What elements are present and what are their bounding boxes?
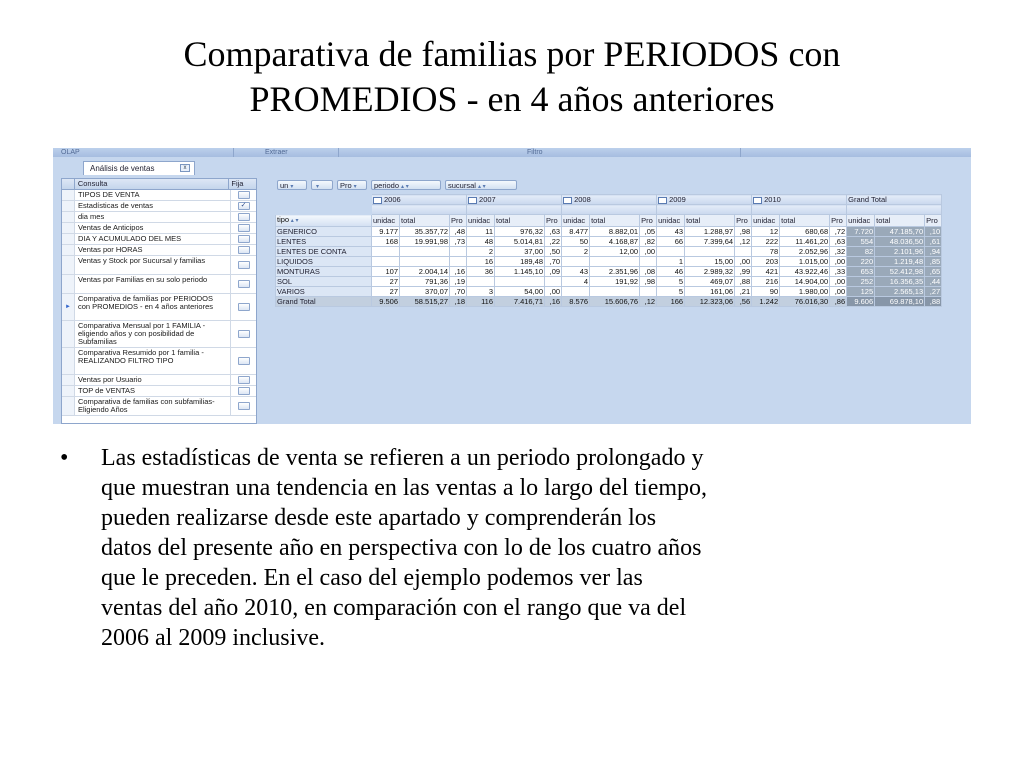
table-cell <box>685 247 735 257</box>
table-cell: ,16 <box>545 297 562 307</box>
table-cell: 4.168,87 <box>590 237 640 247</box>
table-cell: 791,36 <box>400 277 450 287</box>
measure-header[interactable]: total <box>400 215 450 227</box>
header-consulta[interactable]: Consulta <box>75 179 230 189</box>
table-cell: 19.991,98 <box>400 237 450 247</box>
menu-filtro[interactable]: Filtro <box>527 149 543 156</box>
year-header-row <box>276 195 942 205</box>
table-row <box>276 297 942 307</box>
table-cell: ,00 <box>735 257 752 267</box>
menu-bar <box>53 148 971 157</box>
query-list-item[interactable] <box>62 190 256 201</box>
table-cell: ,50 <box>545 247 562 257</box>
table-cell: ,00 <box>830 277 847 287</box>
table-cell: ,63 <box>545 227 562 237</box>
table-cell: ,70 <box>450 287 467 297</box>
query-name: Ventas de Anticipos <box>75 223 231 233</box>
table-cell: 90 <box>752 287 780 297</box>
fija-checkbox[interactable] <box>238 402 250 410</box>
table-cell <box>372 257 400 267</box>
table-cell: ,85 <box>925 257 942 267</box>
collapse-icon[interactable] <box>753 197 762 204</box>
table-row <box>276 287 942 297</box>
table-cell: ,65 <box>925 267 942 277</box>
table-cell: 66 <box>657 237 685 247</box>
table-cell: 2.351,96 <box>590 267 640 277</box>
pivot-grid <box>275 178 965 424</box>
filter-chip[interactable]: ▾ <box>311 180 333 190</box>
row-marker <box>62 321 75 347</box>
table-cell: 15,00 <box>685 257 735 267</box>
table-cell: 48.036,50 <box>875 237 925 247</box>
query-name: Ventas y Stock por Sucursal y familias <box>75 256 231 274</box>
measure-header-row <box>276 215 942 227</box>
query-list-item[interactable] <box>62 234 256 245</box>
table-cell: 1.145,10 <box>495 267 545 277</box>
table-cell: 1.288,97 <box>685 227 735 237</box>
year-label: 2008 <box>574 195 591 204</box>
measure-header[interactable]: unidac <box>657 215 685 227</box>
table-cell <box>562 287 590 297</box>
table-cell <box>657 247 685 257</box>
fija-checkbox[interactable] <box>238 224 250 232</box>
measure-header[interactable]: total <box>780 215 830 227</box>
table-cell: 48 <box>467 237 495 247</box>
filter-chip[interactable]: Pro ▾ <box>337 180 367 190</box>
menu-extraer[interactable]: Extraer <box>265 149 288 156</box>
table-cell: 50 <box>562 237 590 247</box>
table-cell: 5 <box>657 287 685 297</box>
table-cell: ,99 <box>735 267 752 277</box>
table-cell: 5 <box>657 277 685 287</box>
measure-header[interactable]: Pro <box>450 215 467 227</box>
table-cell: ,82 <box>640 237 657 247</box>
query-name: TOP de VENTAS <box>75 386 231 396</box>
year-header[interactable] <box>372 195 467 205</box>
query-name: Ventas por HORAS <box>75 245 231 255</box>
query-list-item[interactable] <box>62 294 256 321</box>
query-name: Comparativa de familias con subfamilias- Eligiendo Años <box>75 397 231 415</box>
table-cell: 116 <box>467 297 495 307</box>
table-cell: 15.606,76 <box>590 297 640 307</box>
bullet-line: que muestran una tendencia en las ventas a lo largo del tiempo, <box>101 475 708 501</box>
year-header[interactable] <box>657 195 752 205</box>
table-cell: 69.878,10 <box>875 297 925 307</box>
table-cell: 653 <box>847 267 875 277</box>
table-cell <box>640 257 657 267</box>
bullet-line: 2006 al 2009 inclusive. <box>101 625 325 651</box>
table-cell <box>400 247 450 257</box>
table-cell: 16 <box>467 257 495 267</box>
measure-header[interactable]: unidac <box>752 215 780 227</box>
table-cell <box>467 277 495 287</box>
table-cell: 46 <box>657 267 685 277</box>
bullet-marker: • <box>60 445 69 471</box>
query-name: dia mes <box>75 212 231 222</box>
table-cell: 2.989,32 <box>685 267 735 277</box>
table-cell: 1 <box>657 257 685 267</box>
query-name: Comparativa Mensual por 1 FAMILIA - eligiendo años y con posibilidad de Subfamilias <box>75 321 231 347</box>
measure-header[interactable]: total <box>590 215 640 227</box>
table-cell: 2 <box>467 247 495 257</box>
measure-header[interactable]: unidac <box>372 215 400 227</box>
filter-periodo[interactable]: periodo ▴ ▾ <box>371 180 441 190</box>
table-cell: ,12 <box>735 237 752 247</box>
table-cell: 107 <box>372 267 400 277</box>
year-label: 2010 <box>764 195 781 204</box>
measure-header[interactable]: Pro <box>925 215 942 227</box>
fija-checkbox[interactable] <box>238 235 250 243</box>
fija-checkbox[interactable] <box>238 330 250 338</box>
fija-checkbox[interactable] <box>238 376 250 384</box>
grand-total-header: Grand Total <box>847 195 942 205</box>
close-icon[interactable]: x <box>180 164 190 172</box>
table-cell: 9.606 <box>847 297 875 307</box>
bullet-line: que le preceden. En el caso del ejemplo podemos ver las <box>101 565 643 591</box>
table-cell: 1.015,00 <box>780 257 830 267</box>
tab-analisis-ventas[interactable] <box>83 161 195 175</box>
table-cell: 54,00 <box>495 287 545 297</box>
measure-header[interactable]: total <box>875 215 925 227</box>
query-list-item[interactable] <box>62 348 256 375</box>
query-list-item[interactable] <box>62 397 256 416</box>
table-cell: 4 <box>562 277 590 287</box>
table-cell: ,16 <box>450 267 467 277</box>
bullet-text <box>101 443 971 653</box>
collapse-icon[interactable] <box>373 197 382 204</box>
table-cell: 27 <box>372 277 400 287</box>
measure-header[interactable]: unidac <box>467 215 495 227</box>
table-cell: ,12 <box>640 297 657 307</box>
table-cell: 1.242 <box>752 297 780 307</box>
title-line: PROMEDIOS - en 4 años anteriores <box>249 79 775 119</box>
row-header[interactable]: GENERICO <box>276 227 372 237</box>
row-header[interactable]: LENTES DE CONTA <box>276 247 372 257</box>
collapse-icon[interactable] <box>658 197 667 204</box>
fija-checkbox[interactable] <box>238 213 250 221</box>
spacer-cell <box>562 205 657 215</box>
query-list-item[interactable] <box>62 375 256 386</box>
app-screenshot <box>53 148 971 424</box>
table-cell: ,00 <box>830 287 847 297</box>
table-cell: 35.357,72 <box>400 227 450 237</box>
table-cell: 16.356,35 <box>875 277 925 287</box>
table-cell: 8.576 <box>562 297 590 307</box>
measure-header[interactable]: Pro <box>545 215 562 227</box>
table-cell: ,18 <box>450 297 467 307</box>
bullet-line: ventas del año 2010, en comparación con el rango que va del <box>101 595 687 621</box>
row-marker <box>62 212 75 222</box>
measure-header[interactable]: unidac <box>562 215 590 227</box>
table-cell: ,94 <box>925 247 942 257</box>
table-cell: 9.506 <box>372 297 400 307</box>
row-marker <box>62 348 75 374</box>
table-cell: 37,00 <box>495 247 545 257</box>
query-name: DIA Y ACUMULADO DEL MES <box>75 234 231 244</box>
table-cell: ,19 <box>450 277 467 287</box>
table-cell: ,00 <box>830 257 847 267</box>
query-name: Comparativa de familias por PERIODOS con PROMEDIOS - en 4 años anteriores <box>75 294 231 320</box>
table-cell: 36 <box>467 267 495 277</box>
query-name: Ventas por Familias en su solo periodo <box>75 275 231 293</box>
table-cell: 680,68 <box>780 227 830 237</box>
table-cell: 5.014,81 <box>495 237 545 247</box>
table-cell: ,00 <box>640 247 657 257</box>
table-cell: 12,00 <box>590 247 640 257</box>
fija-checkbox[interactable] <box>238 191 250 199</box>
table-row <box>276 267 942 277</box>
measure-header[interactable]: Pro <box>830 215 847 227</box>
table-cell <box>545 277 562 287</box>
bullet-line: Las estadísticas de venta se refieren a un periodo prolongado y <box>101 445 704 471</box>
table-cell: ,61 <box>925 237 942 247</box>
table-cell: ,32 <box>830 247 847 257</box>
table-cell <box>400 257 450 267</box>
table-cell: ,73 <box>450 237 467 247</box>
table-cell: 189,48 <box>495 257 545 267</box>
table-cell: 2.004,14 <box>400 267 450 277</box>
query-name: Estadísticas de ventas <box>75 201 231 211</box>
row-header[interactable]: MONTURAS <box>276 267 372 277</box>
spacer-cell <box>276 205 372 215</box>
collapse-icon[interactable] <box>563 197 572 204</box>
table-cell: 12 <box>752 227 780 237</box>
fija-checkbox[interactable] <box>238 357 250 365</box>
row-marker <box>62 234 75 244</box>
table-cell: ,88 <box>735 277 752 287</box>
fija-checkbox[interactable] <box>238 261 250 269</box>
table-cell: 8.882,01 <box>590 227 640 237</box>
table-cell <box>640 287 657 297</box>
row-header[interactable]: VARIOS <box>276 287 372 297</box>
table-cell <box>372 247 400 257</box>
table-cell: 11.461,20 <box>780 237 830 247</box>
row-field-tipo[interactable] <box>276 215 372 227</box>
table-cell: 43 <box>562 267 590 277</box>
measure-header[interactable]: Pro <box>640 215 657 227</box>
bullet-line: pueden realizarse desde este apartado y comprenderán los <box>101 505 657 531</box>
header-fija[interactable]: Fija <box>231 179 244 188</box>
row-field-label: tipo <box>277 215 290 224</box>
tab-label: Análisis de ventas <box>90 164 155 173</box>
table-cell: 27 <box>372 287 400 297</box>
year-label: 2006 <box>384 195 401 204</box>
query-name: Comparativa Resumido por 1 familia - REALIZANDO FILTRO TIPO <box>75 348 231 374</box>
query-list-item[interactable] <box>62 201 256 212</box>
measure-header[interactable]: unidac <box>847 215 875 227</box>
table-cell: ,09 <box>545 267 562 277</box>
spacer-cell <box>467 205 562 215</box>
table-cell: 252 <box>847 277 875 287</box>
table-cell: ,70 <box>545 257 562 267</box>
measure-header[interactable]: total <box>495 215 545 227</box>
table-cell: ,21 <box>735 287 752 297</box>
table-cell <box>450 257 467 267</box>
filter-chip[interactable]: un ▾ <box>277 180 307 190</box>
spacer-cell <box>657 205 752 215</box>
table-row <box>276 227 942 237</box>
table-cell: 7.720 <box>847 227 875 237</box>
fija-checkbox[interactable] <box>238 303 250 311</box>
query-name: Ventas por Usuario <box>75 375 231 385</box>
query-list-item[interactable] <box>62 212 256 223</box>
year-label: 2009 <box>669 195 686 204</box>
row-marker <box>62 256 75 274</box>
table-cell: 1.980,00 <box>780 287 830 297</box>
table-cell: ,00 <box>545 287 562 297</box>
table-cell: ,63 <box>830 237 847 247</box>
table-cell: 14.904,00 <box>780 277 830 287</box>
table-cell: 554 <box>847 237 875 247</box>
table-cell: 12.323,06 <box>685 297 735 307</box>
table-cell: 2.052,96 <box>780 247 830 257</box>
query-list-item[interactable] <box>62 386 256 397</box>
table-cell: 7.416,71 <box>495 297 545 307</box>
row-marker <box>62 190 75 200</box>
table-cell <box>450 247 467 257</box>
table-cell: ,56 <box>735 297 752 307</box>
bullet-line: datos del presente año en perspectiva con lo de los cuatro años <box>101 535 702 561</box>
row-header[interactable]: LIQUIDOS <box>276 257 372 267</box>
table-cell: ,10 <box>925 227 942 237</box>
fija-checkbox[interactable] <box>238 387 250 395</box>
table-cell: 168 <box>372 237 400 247</box>
row-marker <box>62 201 75 211</box>
table-cell: ,27 <box>925 287 942 297</box>
table-cell: ,98 <box>735 227 752 237</box>
table-cell: 52.412,98 <box>875 267 925 277</box>
fija-checkbox[interactable] <box>238 246 250 254</box>
query-list-item[interactable] <box>62 256 256 275</box>
table-row <box>276 277 942 287</box>
year-label: 2007 <box>479 195 496 204</box>
filter-sucursal[interactable]: sucursal ▴ ▾ <box>445 180 517 190</box>
table-cell: 47.185,70 <box>875 227 925 237</box>
row-marker: ► <box>62 294 75 320</box>
year-header[interactable] <box>467 195 562 205</box>
spacer-cell <box>752 205 847 215</box>
row-header[interactable]: SOL <box>276 277 372 287</box>
table-cell: 76.016,30 <box>780 297 830 307</box>
table-cell: ,05 <box>640 227 657 237</box>
sort-icon[interactable]: ▴ ▾ <box>289 218 299 224</box>
table-cell: 469,07 <box>685 277 735 287</box>
table-cell <box>590 257 640 267</box>
table-cell: 1.219,48 <box>875 257 925 267</box>
fija-checkbox[interactable] <box>238 280 250 288</box>
table-cell: 216 <box>752 277 780 287</box>
table-cell: 125 <box>847 287 875 297</box>
query-list-panel <box>61 178 257 424</box>
table-cell: ,86 <box>830 297 847 307</box>
table-cell: 2 <box>562 247 590 257</box>
row-marker <box>62 386 75 396</box>
table-cell: 2.565,13 <box>875 287 925 297</box>
table-row <box>276 247 942 257</box>
corner-cell <box>276 195 372 205</box>
row-header[interactable]: LENTES <box>276 237 372 247</box>
table-cell: 7.399,64 <box>685 237 735 247</box>
table-cell: ,08 <box>640 267 657 277</box>
query-list-item[interactable] <box>62 245 256 256</box>
table-cell: ,98 <box>640 277 657 287</box>
measure-header[interactable]: Pro <box>735 215 752 227</box>
title-line: Comparativa de familias por PERIODOS con <box>183 34 841 74</box>
table-cell <box>735 247 752 257</box>
year-header[interactable] <box>562 195 657 205</box>
pivot-table <box>275 194 942 307</box>
query-list-item[interactable] <box>62 223 256 234</box>
row-header[interactable]: Grand Total <box>276 297 372 307</box>
slide-title <box>40 32 984 122</box>
table-cell: ,44 <box>925 277 942 287</box>
table-cell <box>495 277 545 287</box>
menu-olap[interactable]: OLAP <box>61 149 80 156</box>
table-row <box>276 237 942 247</box>
row-marker <box>62 375 75 385</box>
query-list-header <box>62 179 256 190</box>
table-cell: 166 <box>657 297 685 307</box>
row-marker <box>62 245 75 255</box>
table-cell: 370,07 <box>400 287 450 297</box>
measure-header[interactable]: total <box>685 215 735 227</box>
table-cell: 82 <box>847 247 875 257</box>
table-cell: 976,32 <box>495 227 545 237</box>
table-cell: ,22 <box>545 237 562 247</box>
table-cell: 191,92 <box>590 277 640 287</box>
row-marker <box>62 275 75 293</box>
table-cell: 8.477 <box>562 227 590 237</box>
table-cell: ,48 <box>450 227 467 237</box>
table-cell <box>590 287 640 297</box>
table-cell: 161,06 <box>685 287 735 297</box>
table-cell: 220 <box>847 257 875 267</box>
table-cell <box>562 257 590 267</box>
table-cell: 43.922,46 <box>780 267 830 277</box>
table-cell: 2.101,96 <box>875 247 925 257</box>
row-marker <box>62 223 75 233</box>
table-cell: 421 <box>752 267 780 277</box>
table-cell: 3 <box>467 287 495 297</box>
query-list-item[interactable] <box>62 321 256 348</box>
fija-checkbox[interactable]: ✓ <box>238 202 250 210</box>
row-marker <box>62 397 75 415</box>
table-cell: ,88 <box>925 297 942 307</box>
table-cell: 203 <box>752 257 780 267</box>
table-cell: ,33 <box>830 267 847 277</box>
table-cell: 78 <box>752 247 780 257</box>
table-cell: 58.515,27 <box>400 297 450 307</box>
table-row <box>276 257 942 267</box>
query-list <box>62 190 256 416</box>
query-name: TIPOS DE VENTA <box>75 190 231 200</box>
table-cell: 9.177 <box>372 227 400 237</box>
table-cell: 222 <box>752 237 780 247</box>
table-cell: ,72 <box>830 227 847 237</box>
table-cell: 11 <box>467 227 495 237</box>
year-header[interactable] <box>752 195 847 205</box>
query-list-item[interactable] <box>62 275 256 294</box>
spacer-cell <box>847 205 942 215</box>
table-cell: 43 <box>657 227 685 237</box>
spacer-cell <box>372 205 467 215</box>
collapse-icon[interactable] <box>468 197 477 204</box>
